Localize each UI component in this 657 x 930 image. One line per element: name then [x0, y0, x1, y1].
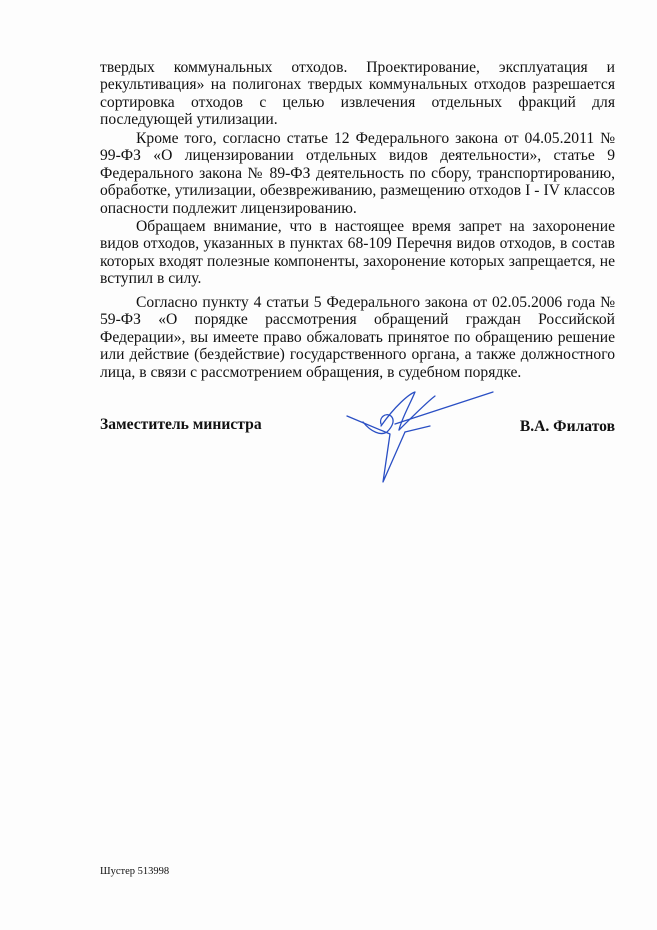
- signatory-name: В.А. Филатов: [519, 418, 615, 435]
- paragraph-2-block: [100, 130, 615, 217]
- document-body: [100, 59, 615, 129]
- paragraph-3-block: [100, 218, 615, 288]
- paragraph-4-block: [100, 294, 615, 381]
- paragraph-2: Кроме того, согласно статье 12 Федерального закона от 04.05.2011 № 99-ФЗ «О лицензировании отдельных видов деятельности», статье 9 Федерального закона № 89-ФЗ деятельность по сбору, транспортированию, обработке, утилизации, обезвреживанию, размещению отходов I - IV классов опасности подлежит лицензированию.: [100, 130, 615, 217]
- signatory-title: Заместитель министра: [100, 416, 262, 433]
- paragraph-1: твердых коммунальных отходов. Проектирование, эксплуатация и рекультивация» на полигонах твердых коммунальных отходов разрешается сортировка отходов с целью извлечения отдельных фракций для последующей утилизации.: [100, 59, 615, 129]
- paragraph-3: Обращаем внимание, что в настоящее время запрет на захоронение видов отходов, указанных в пунктах 68-109 Перечня видов отходов, в состав которых входят полезные компоненты, захоронение которых запрещается, не вступил в силу.: [100, 218, 615, 288]
- signature-icon: [335, 386, 495, 486]
- paragraph-4: Согласно пункту 4 статьи 5 Федерального закона от 02.05.2006 года № 59-ФЗ «О порядке рассмотрения обращений граждан Российской Федерации», вы имеете право обжаловать принятое по обращению решение или действие (бездействие) государственного органа, а также должностного лица, в связи с рассмотрением обращения, в судебном порядке.: [100, 294, 615, 381]
- executor-note: Шустер 513998: [100, 866, 170, 877]
